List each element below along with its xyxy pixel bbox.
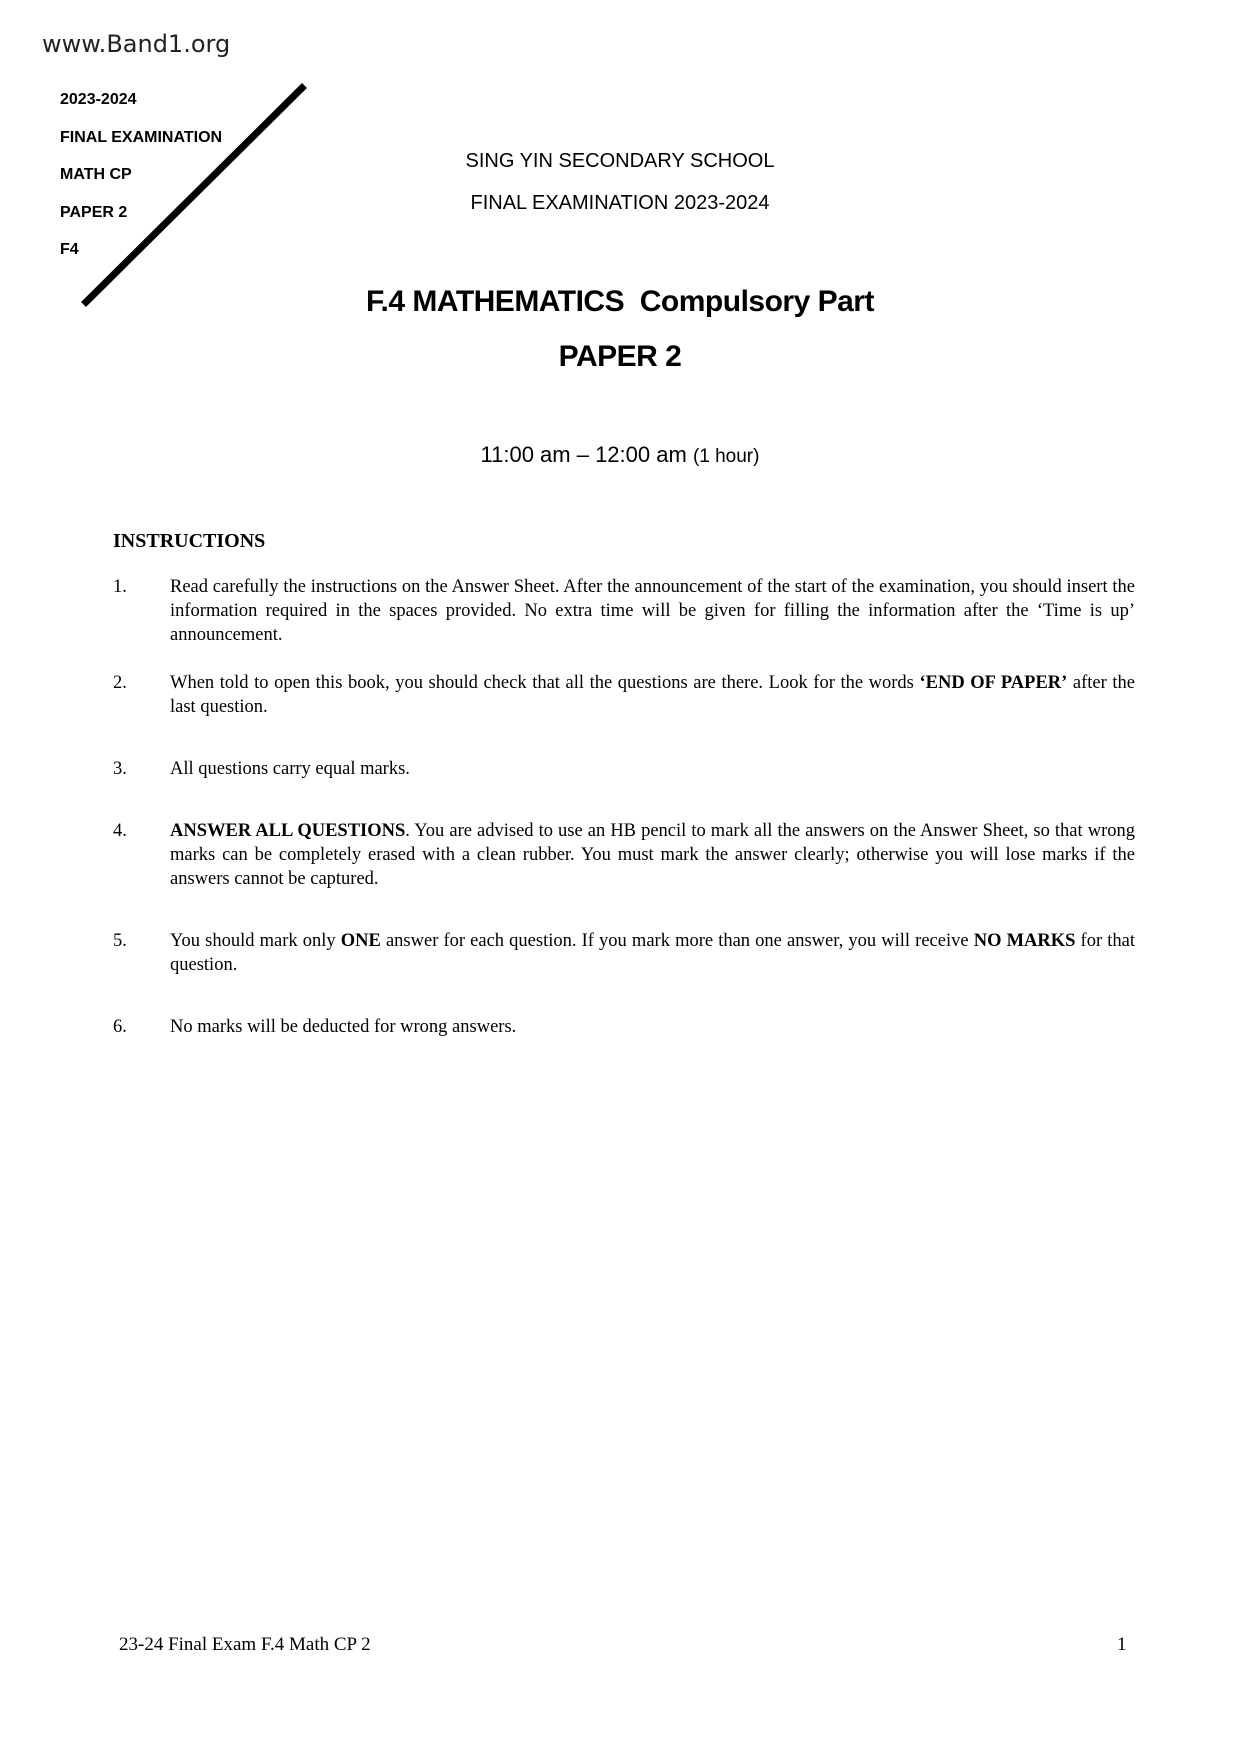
- instruction-number: 6.: [113, 1017, 127, 1037]
- instruction-text: [170, 671, 1135, 719]
- corner-label-year: 2023-2024: [60, 91, 137, 108]
- instruction-text-part: for that question.: [170, 931, 1135, 975]
- instruction-text: All questions carry equal marks.: [170, 759, 410, 779]
- exam-name: FINAL EXAMINATION 2023-2024: [470, 192, 770, 214]
- instruction-emphasis: NO MARKS: [973, 931, 1076, 951]
- instruction-item: [113, 671, 1135, 719]
- corner-label-subject: MATH CP: [60, 166, 132, 183]
- instruction-item: [113, 819, 1135, 891]
- corner-label-form: F4: [60, 241, 79, 258]
- time-range: 11:00 am – 12:00 am: [480, 442, 687, 467]
- time-duration: (1 hour): [692, 446, 760, 467]
- corner-label-paper: PAPER 2: [60, 203, 128, 221]
- instruction-item: [113, 575, 1135, 647]
- instruction-text-part: after the last question.: [170, 673, 1135, 717]
- instructions-list: [113, 575, 1135, 1039]
- instruction-number: 1.: [113, 577, 127, 597]
- paper-number: PAPER 2: [558, 340, 682, 373]
- page-number: 1: [1117, 1634, 1127, 1655]
- footer-title: 23-24 Final Exam F.4 Math CP 2: [119, 1634, 371, 1655]
- instruction-item: [113, 929, 1135, 977]
- instruction-number: 5.: [113, 931, 127, 951]
- paper-title: F.4 MATHEMATICS Compulsory Part: [366, 285, 874, 318]
- instruction-text-part: . You are advised to use an HB pencil to mark all the answers on the Answer Sheet, so that wrong marks can be completely erased with a clean rubber. You must mark the answer clearly; otherwise you will lose marks if the answers cannot be captured.: [170, 821, 1135, 889]
- watermark: www.Band1.org: [42, 30, 231, 58]
- instruction-item: [113, 1015, 1135, 1039]
- instruction-number: 2.: [113, 673, 127, 693]
- instruction-text: No marks will be deducted for wrong answers.: [170, 1017, 517, 1037]
- instruction-text: [170, 929, 1135, 977]
- corner-label-exam: FINAL EXAMINATION: [60, 128, 223, 146]
- instruction-text: Read carefully the instructions on the Answer Sheet. After the announcement of the start of the examination, you should insert the information required in the spaces provided. No extra time will be given for filling the information after the ‘Time is up’ announcement.: [170, 577, 1135, 645]
- instruction-number: 3.: [113, 759, 127, 779]
- instruction-text-part: When told to open this book, you should check that all the questions are there. Look for the words: [170, 673, 920, 693]
- instruction-item: [113, 757, 1135, 781]
- instruction-emphasis: ‘END OF PAPER’: [919, 673, 1068, 693]
- instruction-emphasis: ONE: [340, 931, 381, 951]
- instructions-heading: INSTRUCTIONS: [113, 530, 266, 552]
- instruction-text: [170, 819, 1135, 891]
- instruction-text-part: You should mark only: [170, 931, 341, 951]
- exam-time: [0, 442, 1240, 468]
- instruction-text-part: answer for each question. If you mark more than one answer, you will receive: [380, 931, 974, 951]
- instruction-number: 4.: [113, 821, 127, 841]
- instruction-emphasis: ANSWER ALL QUESTIONS: [170, 821, 406, 841]
- school-name: SING YIN SECONDARY SCHOOL: [465, 150, 775, 172]
